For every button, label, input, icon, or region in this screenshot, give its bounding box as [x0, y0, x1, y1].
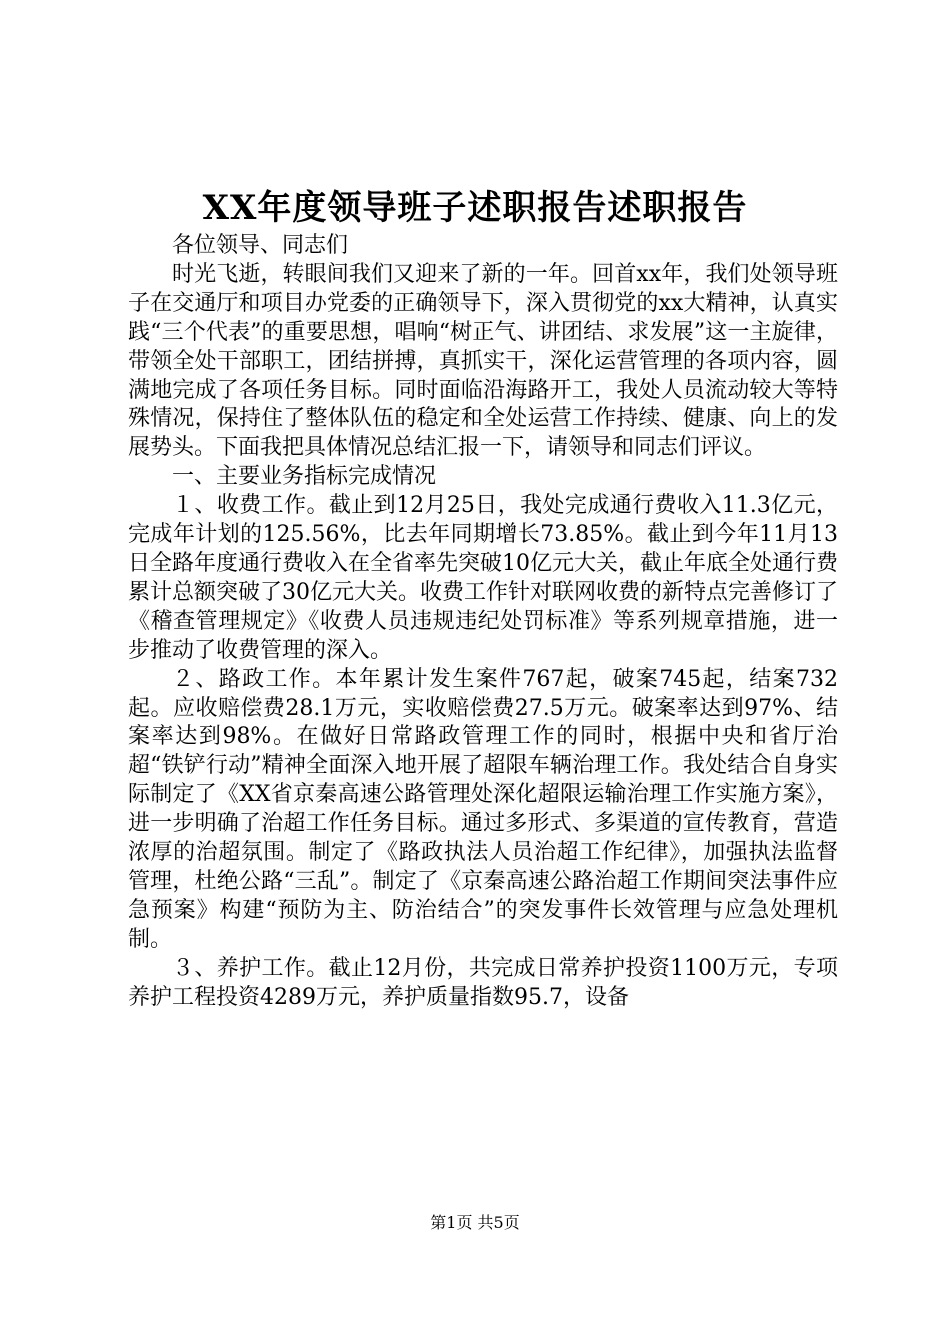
document-title: XX年度领导班子述职报告述职报告 — [202, 188, 748, 228]
item-road-administration: ２、路政工作。本年累计发生案件767起，破案745起，结案732起。应收赔偿费28.1万元，实收赔偿费27.5万元。破案率达到97%、结案率达到98%。在做好日常路政管理工作的同时，根据中央和省厅治超“铁铲行动”精神全面深入地开展了超限车辆治理工作。我处结合自身实际制定了《XX省京秦高速公路管理处深化超限运输治理工作实施方案》，进一步明确了治超工作任务目标。通过多形式、多渠道的宣传教育，营造浓厚的治超氛围。制定了《路政执法人员治超工作纪律》，加强执法监督管理，杜绝公路“三乱”。制定了《京秦高速公路治超工作期间突法事件应急预案》构建“预防为主、防治结合”的突发事件长效管理与应急处理机制。 — [128, 666, 838, 952]
item-maintenance: ３、养护工作。截止12月份，共完成日常养护投资1100万元，专项养护工程投资4289万元，养护质量指数95.7，设备 — [128, 955, 838, 1010]
salutation: 各位领导、同志们 — [172, 233, 349, 258]
item-toll-collection: １、收费工作。截止到12月25日，我处完成通行费收入11.3亿元，完成年计划的125.56%，比去年同期增长73.85%。截止到今年11月13日全路年度通行费收入在全省率先突破10亿元大关，截止年底全处通行费累计总额突破了30亿元大关。收费工作针对联网收费的新特点完善修订了《稽查管理规定》《收费人员违规违纪处罚标准》等系列规章措施，进一步推动了收费管理的深入。 — [128, 493, 838, 663]
page-number: 第1页 共5页 — [430, 1213, 520, 1232]
intro-paragraph: 时光飞逝，转眼间我们又迎来了新的一年。回首xx年，我们处领导班子在交通厅和项目办党委的正确领导下，深入贯彻党的xx大精神，认真实践“三个代表”的重要思想，唱响“树正气、讲团结、求发展”这一主旋律，带领全处干部职工，团结拼搏，真抓实干，深化运营管理的各项内容，圆满地完成了各项任务目标。同时面临沿海路开工，我处人员流动较大等特殊情况，保持住了整体队伍的稳定和全处运营工作持续、健康、向上的发展势头。下面我把具体情况总结汇报一下，请领导和同志们评议。 — [128, 261, 838, 461]
section-heading: 一、主要业务指标完成情况 — [172, 464, 437, 490]
document-body — [128, 232, 838, 1012]
